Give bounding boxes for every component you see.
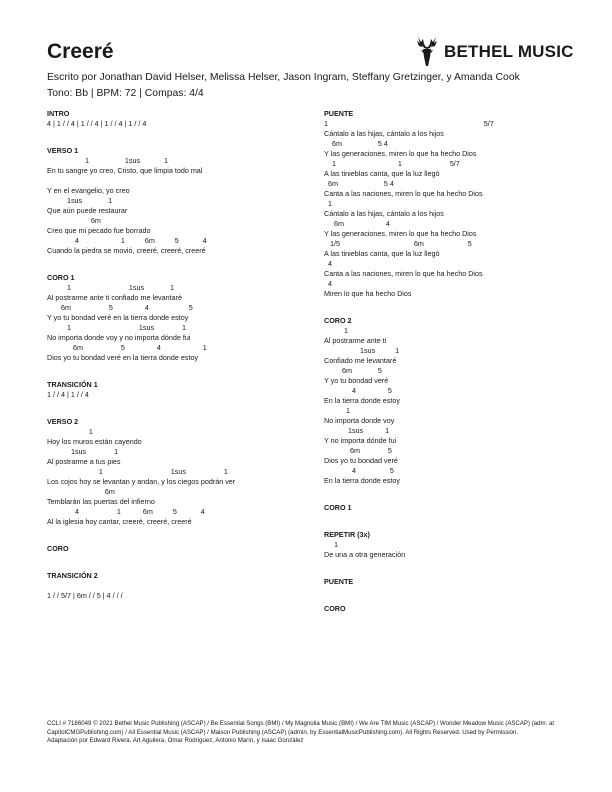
chord-line: 1 5/7 — [324, 119, 494, 128]
song-section — [47, 273, 287, 363]
lyric-line: De una a otra generación — [324, 550, 406, 559]
section-heading: CORO — [47, 544, 69, 553]
lyric-line: Y en el evangelio, yo creo — [47, 186, 130, 195]
lyric-line: Al postrarme a tus pies — [47, 457, 121, 466]
lyric-line: Canta a las naciones, miren lo que ha hecho Dios — [324, 189, 483, 198]
lyric-line: Al postrarme ante ti — [324, 336, 387, 345]
chord-line: 1 / / 4 | 1 / / 4 — [47, 390, 89, 399]
lyric-line: Y yo tu bondad veré en la tierra donde estoy — [47, 313, 189, 322]
lyric-line: Y no importa dónde fui — [324, 436, 397, 445]
section-heading: TRANSICIÓN 2 — [47, 571, 98, 580]
lyric-line: Cuando la piedra se movió, creeré, creeré, creeré — [47, 246, 206, 255]
left-column — [47, 109, 287, 618]
lyric-line: Dios yo tu bondad veré — [324, 456, 398, 465]
lyric-line: A las tinieblas canta, que la luz llegó — [324, 169, 440, 178]
publisher-logo-text: BETHEL MUSIC — [444, 42, 574, 61]
lyric-line: Al la iglesia hoy cantar, creeré, creeré, creeré — [47, 517, 192, 526]
chord-line: 1 / / 5/7 | 6m / / 5 | 4 / / / — [47, 591, 123, 600]
section-heading: VERSO 2 — [47, 417, 79, 426]
chord-line: 1 — [324, 406, 350, 415]
chord-line: 6m 5 4 — [324, 179, 394, 188]
lyric-line: 1 1sus 1 — [47, 283, 175, 292]
lyric-line: Creo que mi pecado fue borrado — [47, 226, 151, 235]
lyric-line: 1sus 1 — [324, 346, 400, 355]
chord-line: 1/5 6m 5 — [324, 239, 472, 248]
right-column — [324, 109, 574, 631]
chord-line: 4 1 6m 5 4 — [47, 507, 205, 516]
section-heading: PUENTE — [324, 577, 354, 586]
section-heading: CORO 2 — [324, 316, 352, 325]
writers-line: Escrito por Jonathan David Helser, Melissa Helser, Jason Ingram, Steffany Gretzinger, y Amanda Cook — [47, 72, 520, 83]
chord-line: 6m 5 — [324, 366, 382, 375]
section-heading: CORO 1 — [47, 273, 75, 282]
lyric-line: Y las generaciones, miren lo que ha hecho Dios — [324, 229, 477, 238]
lyric-line: Y las generaciones, miren lo que ha hecho Dios — [324, 149, 477, 158]
chord-line: 6m — [47, 487, 115, 496]
lyric-line: En tu sangre yo creo, Cristo, que limpia todo mal — [47, 166, 203, 175]
lyric-line — [47, 581, 287, 591]
chord-line: 6m 5 4 — [324, 139, 388, 148]
song-section — [324, 530, 574, 560]
bethel-music-logo — [414, 35, 574, 69]
chord-line: 4 — [324, 259, 332, 268]
chord-line: 1 1 5/7 — [324, 159, 460, 168]
lyric-line: 1 1sus 1 — [47, 156, 169, 165]
lyric-line — [47, 176, 287, 186]
lyric-line: 1 1sus 1 — [47, 323, 186, 332]
adaptation-text: Adaptación por Edward Rivera, Art Aguilera, Omar Rodriguez, Antonio Marín, y Isaac González — [47, 737, 304, 745]
section-heading: REPETIR (3x) — [324, 530, 370, 539]
song-section — [324, 577, 574, 587]
lyric-line: No importa donde voy y no importa dónde fui — [47, 333, 191, 342]
lyric-line: Temblarán las puertas del infierno — [47, 497, 155, 506]
lyric-line: Dios yo tu bondad veré en la tierra donde estoy — [47, 353, 199, 362]
section-heading: VERSO 1 — [47, 146, 79, 155]
section-heading: PUENTE — [324, 109, 354, 118]
chord-line: 1 — [324, 199, 332, 208]
lyric-line: Y yo tu bondad veré — [324, 376, 389, 385]
lyric-line: Confiado me levantaré — [324, 356, 397, 365]
chord-line: 1 — [324, 540, 338, 549]
chord-line: 6m — [47, 216, 101, 225]
chord-line: 1 — [47, 427, 93, 436]
chord-line: 4 1 6m 5 4 — [47, 236, 207, 245]
lyric-line: A las tinieblas canta, que la luz llegó — [324, 249, 440, 258]
chord-line: 6m 5 4 5 — [47, 303, 193, 312]
lyric-line: No importa donde voy — [324, 416, 395, 425]
song-section — [324, 503, 574, 513]
chord-line: 6m 5 — [324, 446, 392, 455]
copyright-footer — [47, 720, 577, 746]
lyric-line: 1sus 1 — [47, 447, 119, 456]
song-section — [324, 316, 574, 486]
section-heading: INTRO — [47, 109, 70, 118]
lyric-line: 1sus 1 — [47, 196, 113, 205]
lyric-line: Que aún puede restaurar — [47, 206, 128, 215]
lyric-line: Hoy los muros están cayendo — [47, 437, 142, 446]
chord-line: 6m 4 — [324, 219, 390, 228]
song-section — [47, 544, 287, 554]
lyric-line: En la tierra donde estoy — [324, 476, 400, 485]
song-section — [47, 417, 287, 527]
chord-line: 4 5 — [324, 386, 392, 395]
chord-line: 4 5 — [324, 466, 394, 475]
song-section — [47, 571, 287, 601]
lyric-line: 1 1sus 1 — [47, 467, 228, 476]
lyric-line: Canta a las naciones, miren lo que ha hecho Dios — [324, 269, 483, 278]
section-heading: TRANSICIÓN 1 — [47, 380, 98, 389]
chord-line: 4 — [324, 279, 332, 288]
song-meta-line: Tono: Bb | BPM: 72 | Compas: 4/4 — [47, 88, 204, 99]
song-section — [324, 109, 574, 299]
lyric-line: Al postrarme ante ti confiado me levantaré — [47, 293, 183, 302]
song-section — [47, 109, 287, 129]
song-title: Creeré — [47, 40, 114, 63]
chord-line: 6m 5 4 1 — [47, 343, 207, 352]
deer-head-icon — [414, 35, 440, 69]
section-heading: CORO 1 — [324, 503, 352, 512]
lyric-line: Cántalo a las hijas, cántalo a los hijos — [324, 209, 444, 218]
song-section — [324, 604, 574, 614]
section-heading: CORO — [324, 604, 346, 613]
song-section — [47, 380, 287, 400]
lyric-line: En la tierra donde estoy — [324, 396, 400, 405]
lyric-line: Miren lo que ha hecho Dios — [324, 289, 412, 298]
license-text: CCLI # 7186049 © 2021 Bethel Music Publishing (ASCAP) / Be Essential Songs (BMI) / My Magnolia Music (BMI) / We Are TIM Music (ASCAP) / Wonder Meadow Music (ASCAP) (adm. at CapitolCMGPublishing.com) / All Essential Music (ASCAP) / Maison Publishing (ASCAP) (admin. by EssentialMusicPublishing.com). All Rights Reserved. Used by Permission. — [47, 720, 555, 736]
song-section — [47, 146, 287, 256]
lyric-line: 1sus 1 — [324, 426, 390, 435]
lyric-line: Cántalo a las hijas, cántalo a los hijos — [324, 129, 444, 138]
song-credits — [47, 70, 520, 102]
chord-line: 4 | 1 / / 4 | 1 / / 4 | 1 / / 4 | 1 / / 4 — [47, 119, 147, 128]
lyric-line: Los cojos hoy se levantan y andan, y los ciegos podrán ver — [47, 477, 236, 486]
chord-line: 1 — [324, 326, 348, 335]
